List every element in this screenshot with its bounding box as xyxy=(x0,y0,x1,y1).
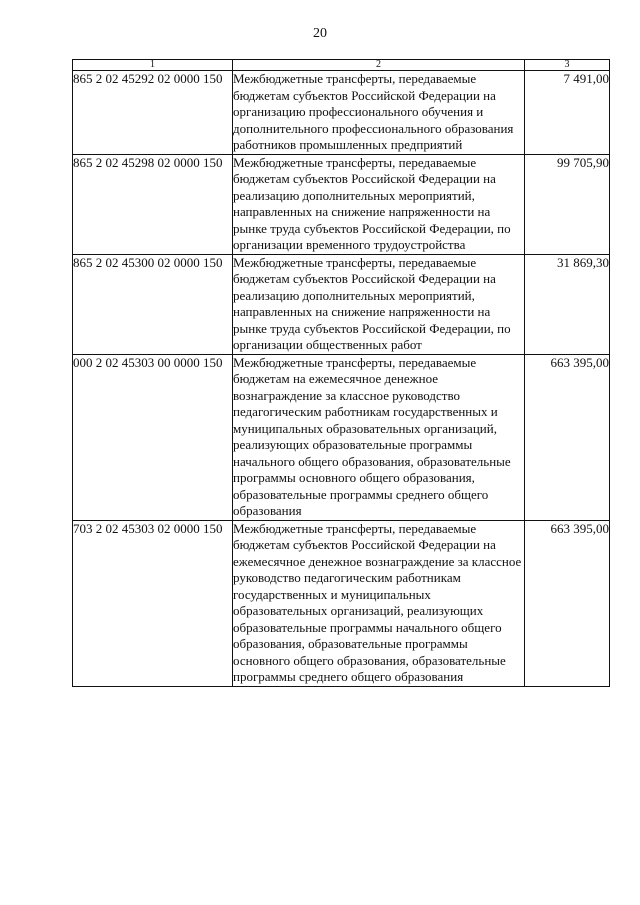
description-cell: Межбюджетные трансферты, передаваемые бюджетам на ежемесячное денежное вознаграждение за классное руководство педагогическим работникам государственных и муниципальных образовательных организаций, реализующих образовательные программы начального общего образования, образовательные программы основного общего образования, образовательные программы среднего общего образования xyxy=(233,354,525,520)
budget-code-cell: 865 2 02 45298 02 0000 150 xyxy=(73,154,233,254)
page-number: 20 xyxy=(313,26,327,41)
amount-cell: 663 395,00 xyxy=(525,354,610,520)
budget-table xyxy=(72,59,610,687)
table-row xyxy=(73,154,610,254)
description-cell: Межбюджетные трансферты, передаваемые бюджетам субъектов Российской Федерации на ежемесячное денежное вознаграждение за классное руководство педагогическим работникам государственных и муниципальных образовательных организаций, реализующих образовательные программы начального общего образования, образовательные программы основного общего образования, образовательные программы среднего общего образования xyxy=(233,520,525,686)
budget-code-cell: 703 2 02 45303 02 0000 150 xyxy=(73,520,233,686)
description-cell: Межбюджетные трансферты, передаваемые бюджетам субъектов Российской Федерации на реализацию дополнительных мероприятий, направленных на снижение напряженности на рынке труда субъектов Российской Федерации, по организации временного трудоустройства xyxy=(233,154,525,254)
column-header-description: 2 xyxy=(233,60,525,71)
description-cell: Межбюджетные трансферты, передаваемые бюджетам субъектов Российской Федерации на организацию профессионального обучения и дополнительного профессионального образования работников промышленных предприятий xyxy=(233,71,525,155)
column-header-amount: 3 xyxy=(525,60,610,71)
budget-code-cell: 865 2 02 45300 02 0000 150 xyxy=(73,254,233,354)
amount-cell: 99 705,90 xyxy=(525,154,610,254)
column-header-code: 1 xyxy=(73,60,233,71)
amount-cell: 663 395,00 xyxy=(525,520,610,686)
table-row xyxy=(73,71,610,155)
amount-cell: 7 491,00 xyxy=(525,71,610,155)
table-row xyxy=(73,520,610,686)
amount-cell: 31 869,30 xyxy=(525,254,610,354)
budget-code-cell: 000 2 02 45303 00 0000 150 xyxy=(73,354,233,520)
table-row xyxy=(73,354,610,520)
table-row xyxy=(73,254,610,354)
table-header-row xyxy=(73,60,610,71)
budget-code-cell: 865 2 02 45292 02 0000 150 xyxy=(73,71,233,155)
description-cell: Межбюджетные трансферты, передаваемые бюджетам субъектов Российской Федерации на реализацию дополнительных мероприятий, направленных на снижение напряженности на рынке труда субъектов Российской Федерации, по организации общественных работ xyxy=(233,254,525,354)
